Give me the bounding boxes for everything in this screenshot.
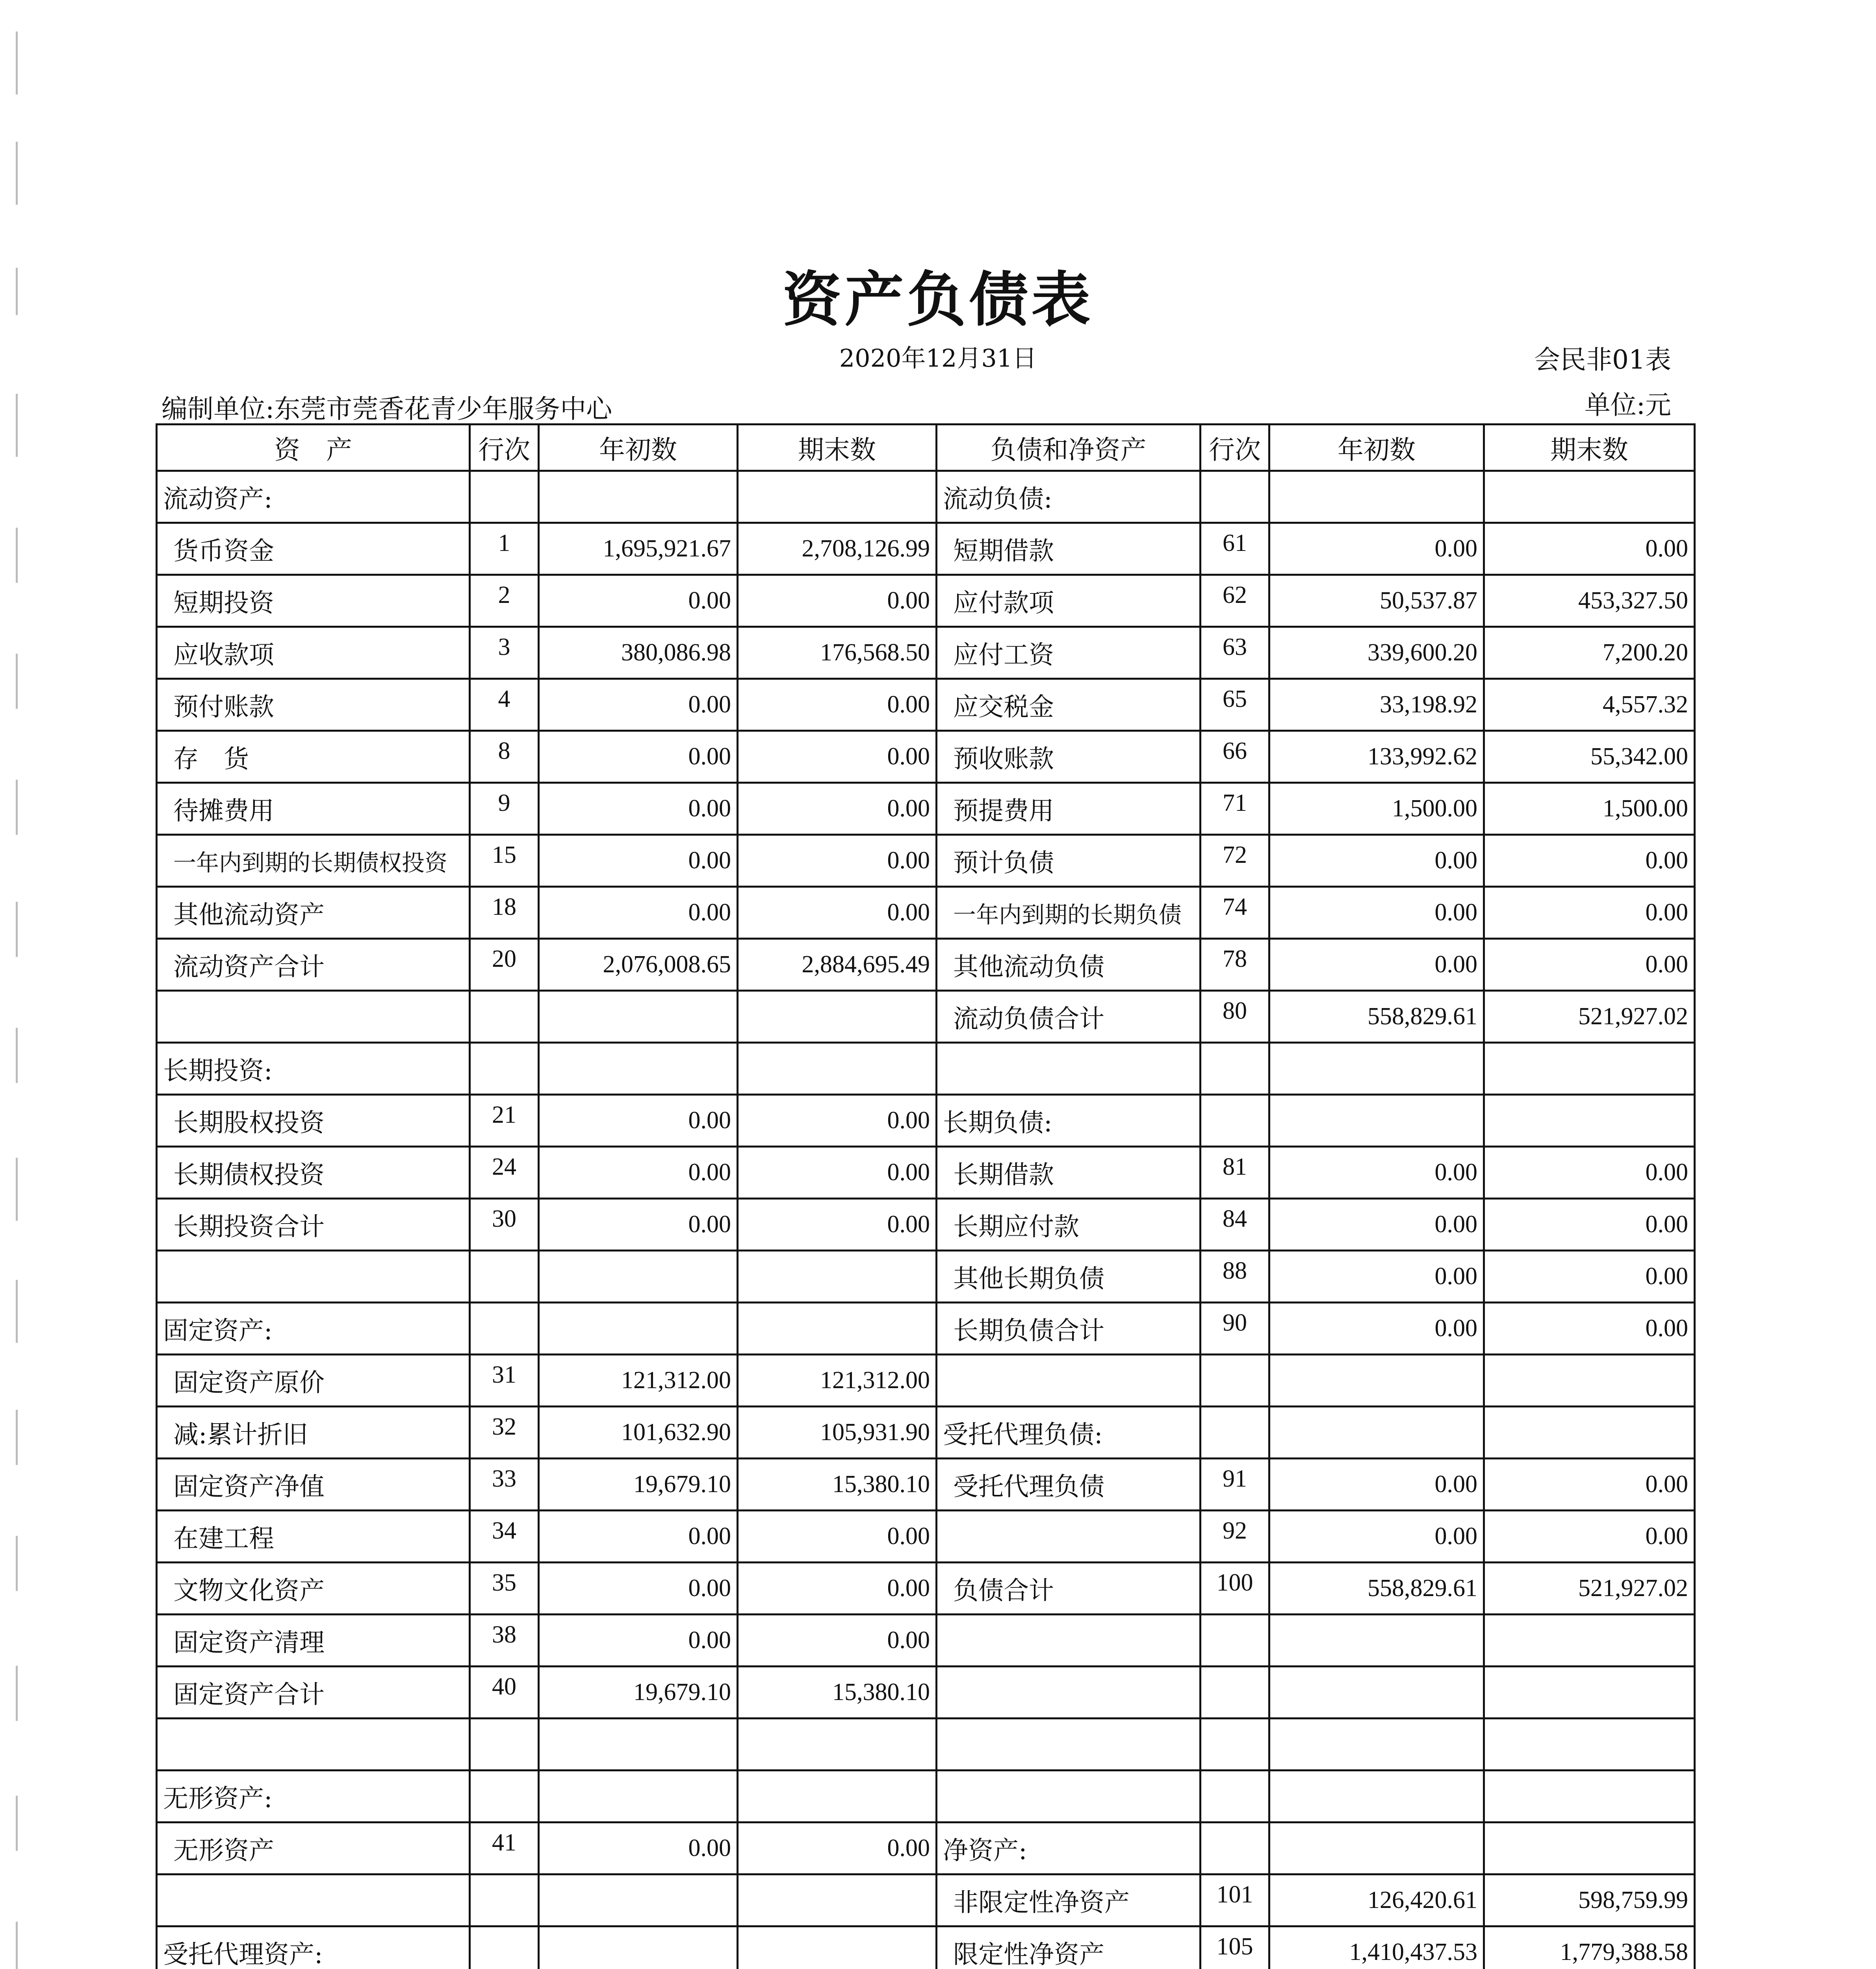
asset-item-cell: 一年内到期的长期债权投资 [157,835,470,887]
scan-edge-mark [16,1158,18,1221]
asset-line-no-cell: 33 [470,1459,539,1511]
liability-begin-value-cell: 1,500.00 [1269,783,1484,835]
asset-line-no-cell [470,1719,539,1771]
asset-begin-value-cell: 0.00 [539,1563,738,1615]
table-row [157,1095,1695,1147]
asset-begin-value-cell: 101,632.90 [539,1407,738,1459]
asset-end-value-cell: 0.00 [738,1095,937,1147]
asset-begin-value-cell [539,1303,738,1355]
liability-begin-value-cell: 0.00 [1269,1199,1484,1251]
asset-line-no-cell: 3 [470,627,539,679]
liability-begin-value-cell [1269,471,1484,523]
scan-edge-mark [16,1922,18,1969]
liability-line-no-cell: 101 [1201,1874,1269,1926]
asset-begin-value-cell [539,1251,738,1303]
asset-line-no-cell [470,1303,539,1355]
liability-line-no-cell: 105 [1201,1926,1269,1969]
table-row [157,1355,1695,1407]
asset-item-cell: 短期投资 [157,575,470,627]
col-header-liabilities: 负债和净资产 [937,425,1201,471]
asset-line-no-cell: 9 [470,783,539,835]
asset-end-value-cell: 0.00 [738,1563,937,1615]
col-header-begin-2: 年初数 [1269,425,1484,471]
asset-begin-value-cell [539,1719,738,1771]
asset-item-cell: 固定资产原价 [157,1355,470,1407]
asset-item-cell: 固定资产清理 [157,1615,470,1667]
liability-line-no-cell: 65 [1201,679,1269,731]
liability-begin-value-cell: 1,410,437.53 [1269,1926,1484,1969]
liability-item-cell [937,1771,1201,1823]
asset-line-no-cell: 30 [470,1199,539,1251]
liability-line-no-cell [1201,1043,1269,1095]
asset-item-cell: 其他流动资产 [157,887,470,939]
asset-line-no-cell: 40 [470,1667,539,1719]
asset-item-cell: 预付账款 [157,679,470,731]
asset-line-no-cell [470,1251,539,1303]
table-row [157,939,1695,991]
liability-begin-value-cell: 133,992.62 [1269,731,1484,783]
asset-begin-value-cell: 19,679.10 [539,1459,738,1511]
asset-item-cell: 待摊费用 [157,783,470,835]
table-row [157,991,1695,1043]
liability-begin-value-cell: 0.00 [1269,1147,1484,1199]
liability-line-no-cell [1201,1719,1269,1771]
liability-end-value-cell: 1,500.00 [1484,783,1695,835]
table-header-row [157,425,1695,471]
liability-begin-value-cell: 0.00 [1269,1459,1484,1511]
liability-end-value-cell: 0.00 [1484,887,1695,939]
liability-end-value-cell: 55,342.00 [1484,731,1695,783]
liability-end-value-cell: 0.00 [1484,1511,1695,1563]
table-row [157,1459,1695,1511]
balance-sheet-table [156,423,1696,1969]
col-header-end-2: 期末数 [1484,425,1695,471]
liability-begin-value-cell [1269,1823,1484,1874]
col-header-begin: 年初数 [539,425,738,471]
liability-line-no-cell: 80 [1201,991,1269,1043]
asset-begin-value-cell: 0.00 [539,1823,738,1874]
table-row [157,1874,1695,1926]
liability-begin-value-cell: 0.00 [1269,887,1484,939]
liability-begin-value-cell: 0.00 [1269,1303,1484,1355]
liability-begin-value-cell [1269,1355,1484,1407]
table-row [157,627,1695,679]
liability-line-no-cell: 61 [1201,523,1269,575]
liability-line-no-cell [1201,1355,1269,1407]
table-row [157,679,1695,731]
liability-end-value-cell [1484,1043,1695,1095]
asset-item-cell: 流动资产合计 [157,939,470,991]
asset-begin-value-cell [539,1926,738,1969]
asset-begin-value-cell [539,1043,738,1095]
scan-edge-mark [16,142,18,205]
table-row [157,1251,1695,1303]
asset-item-cell: 流动资产: [157,471,470,523]
asset-begin-value-cell [539,471,738,523]
asset-end-value-cell: 0.00 [738,783,937,835]
asset-end-value-cell: 0.00 [738,575,937,627]
liability-begin-value-cell: 33,198.92 [1269,679,1484,731]
liability-line-no-cell: 63 [1201,627,1269,679]
asset-item-cell: 受托代理资产: [157,1926,470,1969]
table-row [157,523,1695,575]
document-title: 资产负债表 [782,265,1094,334]
report-date: 2020年12月31日 [839,344,1037,373]
liability-end-value-cell: 0.00 [1484,1147,1695,1199]
liability-end-value-cell: 4,557.32 [1484,679,1695,731]
col-header-line-2: 行次 [1201,425,1269,471]
scan-edge-mark [16,32,18,95]
liability-item-cell: 受托代理负债: [937,1407,1201,1459]
asset-begin-value-cell: 0.00 [539,575,738,627]
asset-item-cell: 固定资产合计 [157,1667,470,1719]
asset-begin-value-cell: 0.00 [539,783,738,835]
asset-end-value-cell [738,991,937,1043]
liability-line-no-cell: 81 [1201,1147,1269,1199]
table-row [157,1615,1695,1667]
liability-end-value-cell [1484,1719,1695,1771]
asset-begin-value-cell: 2,076,008.65 [539,939,738,991]
liability-item-cell: 受托代理负债 [937,1459,1201,1511]
liability-line-no-cell [1201,1667,1269,1719]
preparing-organization: 编制单位:东莞市莞香花青少年服务中心 [161,394,612,424]
liability-end-value-cell: 1,779,388.58 [1484,1926,1695,1969]
liability-begin-value-cell: 0.00 [1269,939,1484,991]
table-row [157,1771,1695,1823]
scan-edge-mark [16,1666,18,1721]
asset-end-value-cell: 0.00 [738,1823,937,1874]
asset-end-value-cell: 0.00 [738,835,937,887]
liability-end-value-cell [1484,1407,1695,1459]
asset-item-cell: 在建工程 [157,1511,470,1563]
asset-begin-value-cell: 1,695,921.67 [539,523,738,575]
liability-item-cell: 预收账款 [937,731,1201,783]
liability-begin-value-cell [1269,1407,1484,1459]
liability-end-value-cell: 0.00 [1484,939,1695,991]
currency-unit: 单位:元 [1584,390,1671,420]
liability-end-value-cell: 0.00 [1484,835,1695,887]
scan-edge-mark [16,528,18,583]
liability-begin-value-cell [1269,1667,1484,1719]
liability-line-no-cell: 100 [1201,1563,1269,1615]
asset-item-cell [157,1251,470,1303]
table-row [157,835,1695,887]
asset-item-cell: 货币资金 [157,523,470,575]
asset-end-value-cell: 0.00 [738,887,937,939]
liability-item-cell: 应交税金 [937,679,1201,731]
liability-end-value-cell [1484,1823,1695,1874]
liability-end-value-cell: 598,759.99 [1484,1874,1695,1926]
liability-item-cell: 其他长期负债 [937,1251,1201,1303]
liability-end-value-cell: 521,927.02 [1484,991,1695,1043]
asset-line-no-cell [470,991,539,1043]
liability-line-no-cell: 92 [1201,1511,1269,1563]
liability-begin-value-cell: 0.00 [1269,1251,1484,1303]
liability-end-value-cell: 0.00 [1484,1251,1695,1303]
col-header-end: 期末数 [738,425,937,471]
liability-item-cell: 净资产: [937,1823,1201,1874]
table-row [157,1926,1695,1969]
asset-item-cell: 无形资产 [157,1823,470,1874]
liability-begin-value-cell: 339,600.20 [1269,627,1484,679]
liability-line-no-cell [1201,1771,1269,1823]
asset-begin-value-cell: 0.00 [539,679,738,731]
liability-end-value-cell [1484,1095,1695,1147]
asset-end-value-cell [738,1771,937,1823]
asset-item-cell: 长期投资合计 [157,1199,470,1251]
asset-end-value-cell [738,471,937,523]
scan-edge-mark [16,1796,18,1851]
liability-begin-value-cell [1269,1615,1484,1667]
scan-edge-mark [16,1280,18,1343]
table-row [157,887,1695,939]
asset-end-value-cell [738,1251,937,1303]
table-row [157,783,1695,835]
liability-item-cell: 预提费用 [937,783,1201,835]
asset-item-cell: 长期债权投资 [157,1147,470,1199]
asset-item-cell: 无形资产: [157,1771,470,1823]
liability-begin-value-cell: 126,420.61 [1269,1874,1484,1926]
asset-begin-value-cell: 0.00 [539,1095,738,1147]
liability-item-cell: 长期借款 [937,1147,1201,1199]
liability-item-cell [937,1615,1201,1667]
asset-end-value-cell: 15,380.10 [738,1459,937,1511]
liability-line-no-cell [1201,471,1269,523]
asset-line-no-cell: 2 [470,575,539,627]
liability-item-cell: 其他流动负债 [937,939,1201,991]
liability-end-value-cell: 453,327.50 [1484,575,1695,627]
asset-end-value-cell: 105,931.90 [738,1407,937,1459]
liability-item-cell: 负债合计 [937,1563,1201,1615]
asset-line-no-cell: 34 [470,1511,539,1563]
liability-item-cell: 长期负债合计 [937,1303,1201,1355]
table-row [157,1719,1695,1771]
liability-end-value-cell: 0.00 [1484,1303,1695,1355]
asset-begin-value-cell [539,1874,738,1926]
table-row [157,575,1695,627]
liability-item-cell: 长期应付款 [937,1199,1201,1251]
liability-begin-value-cell [1269,1043,1484,1095]
liability-line-no-cell [1201,1095,1269,1147]
liability-item-cell [937,1719,1201,1771]
asset-end-value-cell: 176,568.50 [738,627,937,679]
liability-line-no-cell: 84 [1201,1199,1269,1251]
liability-item-cell: 应付工资 [937,627,1201,679]
asset-item-cell [157,1719,470,1771]
asset-end-value-cell: 0.00 [738,1615,937,1667]
scan-edge-mark [16,1028,18,1083]
liability-begin-value-cell: 0.00 [1269,1511,1484,1563]
liability-line-no-cell: 74 [1201,887,1269,939]
asset-end-value-cell: 0.00 [738,679,937,731]
form-number: 会民非01表 [1534,345,1671,375]
asset-line-no-cell [470,1043,539,1095]
asset-line-no-cell [470,1771,539,1823]
asset-end-value-cell: 15,380.10 [738,1667,937,1719]
asset-begin-value-cell: 0.00 [539,1511,738,1563]
scan-edge-mark [16,394,18,457]
liability-line-no-cell: 88 [1201,1251,1269,1303]
table-row [157,1511,1695,1563]
scan-edge-mark [16,902,18,957]
table-row [157,1667,1695,1719]
liability-end-value-cell [1484,1355,1695,1407]
asset-begin-value-cell [539,991,738,1043]
liability-item-cell: 一年内到期的长期负债 [937,887,1201,939]
liability-line-no-cell: 71 [1201,783,1269,835]
liability-item-cell: 非限定性净资产 [937,1874,1201,1926]
liability-item-cell: 流动负债合计 [937,991,1201,1043]
asset-begin-value-cell: 0.00 [539,731,738,783]
table-row [157,731,1695,783]
asset-begin-value-cell [539,1771,738,1823]
asset-line-no-cell: 41 [470,1823,539,1874]
table-row [157,1563,1695,1615]
asset-end-value-cell [738,1303,937,1355]
asset-item-cell: 长期投资: [157,1043,470,1095]
liability-end-value-cell: 0.00 [1484,523,1695,575]
liability-line-no-cell [1201,1823,1269,1874]
liability-line-no-cell: 66 [1201,731,1269,783]
liability-begin-value-cell: 0.00 [1269,523,1484,575]
asset-begin-value-cell: 19,679.10 [539,1667,738,1719]
liability-line-no-cell: 91 [1201,1459,1269,1511]
asset-item-cell: 长期股权投资 [157,1095,470,1147]
asset-end-value-cell: 0.00 [738,1199,937,1251]
liability-end-value-cell: 521,927.02 [1484,1563,1695,1615]
liability-begin-value-cell: 50,537.87 [1269,575,1484,627]
asset-begin-value-cell: 121,312.00 [539,1355,738,1407]
liability-line-no-cell [1201,1615,1269,1667]
liability-end-value-cell [1484,1771,1695,1823]
liability-item-cell: 应付款项 [937,575,1201,627]
asset-line-no-cell: 24 [470,1147,539,1199]
asset-begin-value-cell: 0.00 [539,1147,738,1199]
liability-end-value-cell [1484,1667,1695,1719]
scan-edge-mark [16,654,18,709]
asset-end-value-cell [738,1719,937,1771]
asset-end-value-cell: 0.00 [738,1511,937,1563]
asset-end-value-cell: 2,708,126.99 [738,523,937,575]
table-row [157,1303,1695,1355]
asset-item-cell [157,991,470,1043]
table-row [157,1147,1695,1199]
asset-item-cell [157,1874,470,1926]
col-header-line: 行次 [470,425,539,471]
asset-line-no-cell [470,1926,539,1969]
asset-end-value-cell: 121,312.00 [738,1355,937,1407]
asset-item-cell: 存 货 [157,731,470,783]
asset-item-cell: 减:累计折旧 [157,1407,470,1459]
asset-item-cell: 应收款项 [157,627,470,679]
asset-end-value-cell: 0.00 [738,1147,937,1199]
liability-line-no-cell: 72 [1201,835,1269,887]
asset-line-no-cell: 31 [470,1355,539,1407]
asset-line-no-cell: 35 [470,1563,539,1615]
liability-item-cell [937,1355,1201,1407]
scan-edge-mark [16,780,18,835]
asset-end-value-cell [738,1043,937,1095]
col-header-asset: 资 产 [157,425,470,471]
asset-line-no-cell [470,1874,539,1926]
liability-item-cell: 预计负债 [937,835,1201,887]
liability-line-no-cell: 62 [1201,575,1269,627]
liability-end-value-cell: 0.00 [1484,1459,1695,1511]
asset-end-value-cell: 2,884,695.49 [738,939,937,991]
asset-end-value-cell: 0.00 [738,731,937,783]
asset-line-no-cell: 18 [470,887,539,939]
liability-begin-value-cell: 0.00 [1269,835,1484,887]
asset-line-no-cell: 32 [470,1407,539,1459]
asset-begin-value-cell: 0.00 [539,887,738,939]
asset-line-no-cell: 4 [470,679,539,731]
asset-line-no-cell: 15 [470,835,539,887]
table-row [157,1407,1695,1459]
asset-end-value-cell [738,1926,937,1969]
liability-begin-value-cell [1269,1771,1484,1823]
liability-item-cell [937,1511,1201,1563]
liability-begin-value-cell: 558,829.61 [1269,1563,1484,1615]
liability-end-value-cell [1484,1615,1695,1667]
asset-end-value-cell [738,1874,937,1926]
liability-begin-value-cell: 558,829.61 [1269,991,1484,1043]
liability-item-cell [937,1043,1201,1095]
asset-item-cell: 固定资产: [157,1303,470,1355]
liability-end-value-cell [1484,471,1695,523]
scan-edge-mark [16,1410,18,1465]
liability-end-value-cell: 7,200.20 [1484,627,1695,679]
asset-item-cell: 固定资产净值 [157,1459,470,1511]
table-row [157,1199,1695,1251]
liability-item-cell [937,1667,1201,1719]
liability-item-cell: 长期负债: [937,1095,1201,1147]
table-row [157,1823,1695,1874]
table-row [157,1043,1695,1095]
liability-line-no-cell: 90 [1201,1303,1269,1355]
liability-item-cell: 流动负债: [937,471,1201,523]
asset-begin-value-cell: 0.00 [539,1199,738,1251]
scan-edge-mark [16,1536,18,1591]
asset-line-no-cell: 38 [470,1615,539,1667]
liability-line-no-cell: 78 [1201,939,1269,991]
liability-item-cell: 短期借款 [937,523,1201,575]
liability-item-cell: 限定性净资产 [937,1926,1201,1969]
asset-line-no-cell: 1 [470,523,539,575]
table-row [157,471,1695,523]
asset-line-no-cell [470,471,539,523]
liability-line-no-cell [1201,1407,1269,1459]
liability-end-value-cell: 0.00 [1484,1199,1695,1251]
asset-line-no-cell: 21 [470,1095,539,1147]
asset-line-no-cell: 8 [470,731,539,783]
asset-begin-value-cell: 0.00 [539,835,738,887]
asset-item-cell: 文物文化资产 [157,1563,470,1615]
liability-begin-value-cell [1269,1719,1484,1771]
asset-line-no-cell: 20 [470,939,539,991]
asset-begin-value-cell: 380,086.98 [539,627,738,679]
liability-begin-value-cell [1269,1095,1484,1147]
asset-begin-value-cell: 0.00 [539,1615,738,1667]
